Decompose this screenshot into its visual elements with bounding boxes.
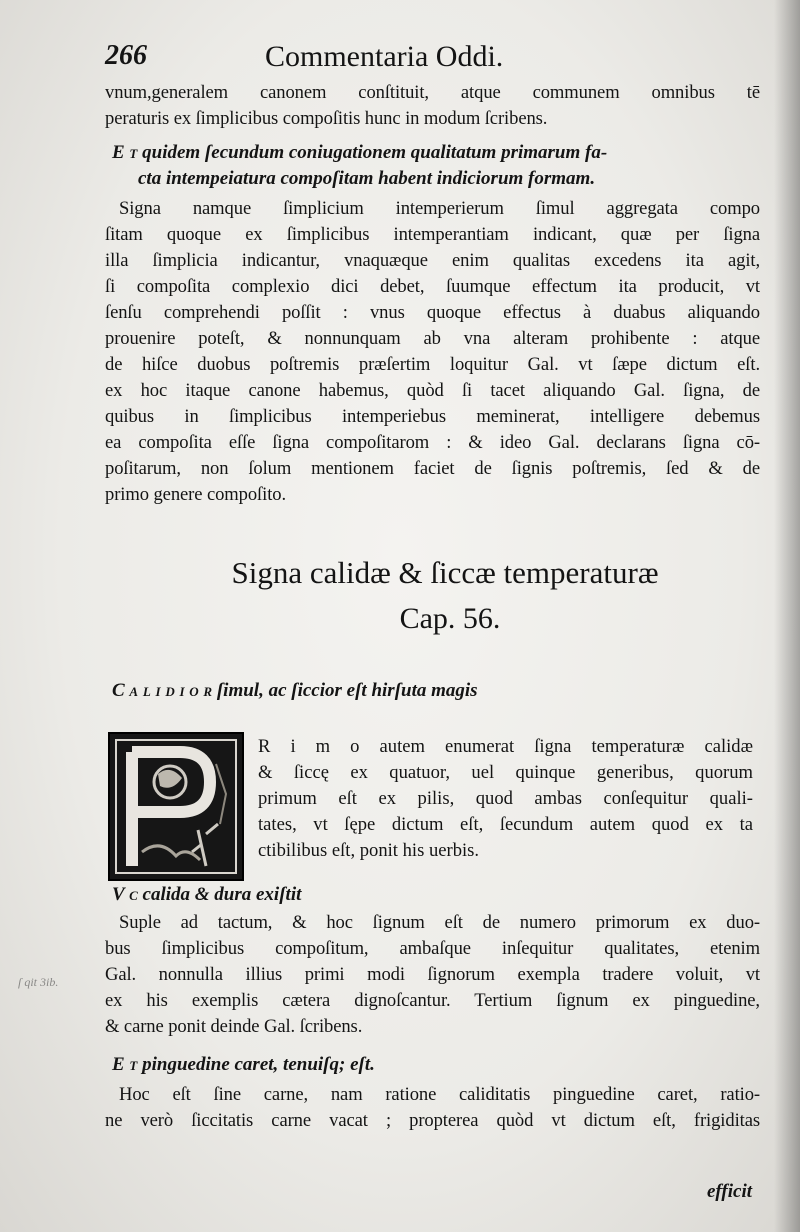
text-line: quibus in ſimplicibus intemperiebus meminerat, intelligere debemus (105, 406, 760, 427)
text-line: prouenire poteſt, & nonnunquam ab vna alteram prohibente : atque (105, 328, 760, 349)
page-number: 266 (105, 40, 147, 71)
text-line: Hoc eſt ſine carne, nam ratione caliditatis pinguedine caret, ratio- (119, 1084, 760, 1105)
lemma-initial: E t (112, 1054, 138, 1075)
lemma-text: pinguedine caret, tenuiſq; eſt. (142, 1054, 375, 1075)
catchword: efficit (706, 1181, 752, 1202)
running-title: Commentaria Oddi. (265, 40, 504, 73)
text-line: ſitam quoque ex ſimplicibus intemperantiam indicant, quæ per ſigna (105, 224, 760, 245)
text-line: tates, vt ſępe dictum eſt, ſecundum autem quod ex ta (258, 814, 753, 835)
text-line: Signa namque ſimplicium intemperierum ſimul aggregata compo (119, 198, 760, 219)
commentary-paragraph (105, 196, 760, 508)
top-paragraph (105, 80, 760, 132)
margin-note: ſ qit 3ib. (18, 975, 59, 989)
text-line: ne verò ſiccitatis carne vacat ; propterea quòd vt dictum eſt, frigiditas (105, 1110, 760, 1131)
text-line: bus ſimplicibus compoſitum, ambaſque inſequitur qualitates, etenim (105, 938, 760, 959)
lemma-quidem (112, 140, 742, 166)
text-line: ſenſu comprehendi poſſit : vnus quoque effectus à duabus aliquando (105, 302, 760, 323)
text-line: poſitarum, non ſolum mentionem faciet de ſignis poſtremis, ſed & de (105, 458, 760, 479)
decorated-initial-illustration (110, 734, 242, 879)
text-line: ex hoc itaque canone habemus, quòd ſi tacet aliquando Gal. ſigna, de (105, 380, 760, 401)
text-line: ea compoſita eſſe ſigna compoſitarom : & ideo Gal. declarans ſigna cō- (105, 432, 760, 453)
lemma-initial: V c (112, 884, 138, 905)
lemma-quidem-continued (138, 166, 768, 192)
text-line: primum eſt ex pilis, quod ambas conſequitur quali- (258, 788, 753, 809)
chapter-label: Cap. 56. (399, 602, 501, 635)
lemma-text: calida & dura exiſtit (142, 884, 302, 905)
lemma-text: cta intempeiatura compoſitam habent indiciorum formam. (138, 168, 596, 189)
text-line: R i m o autem enumerat ſigna temperaturæ calidæ (258, 736, 753, 757)
text-line: Gal. nonnulla illius primi modi ſignorum exempla tradere voluit, vt (105, 964, 760, 985)
text-line: primo genere compoſito. (105, 484, 287, 505)
text-line: ctibilibus eſt, ponit his uerbis. (258, 840, 480, 861)
lemma-text: quidem ſecundum coniugationem qualitatum primarum fa- (142, 142, 608, 163)
text-line: ex his exemplis cætera dignoſcantur. Tertium ſignum ex pinguedine, (105, 990, 760, 1011)
section-heading: Signa calidæ & ſiccæ temperaturæ (231, 555, 659, 590)
page-edge-shadow (774, 0, 800, 1232)
page-header (105, 40, 585, 80)
lemma-text: ſimul, ac ſiccior eſt hirſuta magis (216, 680, 478, 701)
text-line: peraturis ex ſimplicibus compoſitis hunc in modum ſcribens. (105, 108, 548, 129)
text-line: ſi compoſita complexio dici debet, ſuumque effectum ita producit, vt (105, 276, 760, 297)
lemma-initial: C a l i d i o r (112, 680, 213, 701)
lemma-initial: E t (112, 142, 138, 163)
text-line: de hiſce duobus poſtremis præſertim loquitur Gal. vt ſæpe dictum eſt. (105, 354, 760, 375)
commentary-paragraph-2 (105, 910, 760, 1040)
dropcap-paragraph (258, 734, 753, 864)
text-line: & ſiccę ex quatuor, uel quinque generibus, quorum (258, 762, 753, 783)
lemma-pinguedine (112, 1052, 742, 1078)
commentary-paragraph-3 (105, 1082, 760, 1134)
text-line: vnum,generalem canonem conſtituit, atque communem omnibus tē (105, 82, 760, 103)
lemma-calidior (112, 678, 742, 704)
text-line: illa ſimplicia indicantur, vnaquæque enim qualitas excedens ita agit, (105, 250, 760, 271)
lemma-calida (112, 882, 742, 908)
text-line: & carne ponit deinde Gal. ſcribens. (105, 1016, 363, 1037)
decorated-initial-p (108, 732, 244, 881)
text-line: Suple ad tactum, & hoc ſignum eſt de numero primorum ex duo- (119, 912, 760, 933)
